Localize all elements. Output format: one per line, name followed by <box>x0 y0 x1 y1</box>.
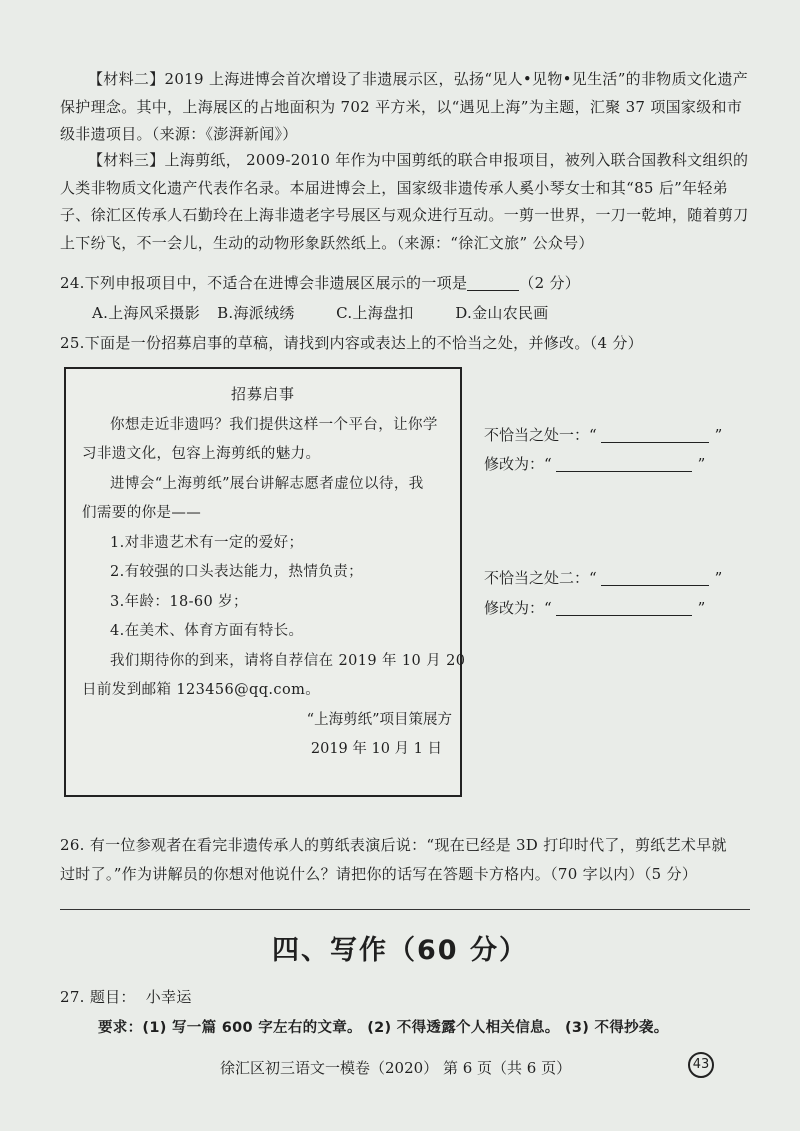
recruitment-notice <box>64 367 466 797</box>
section-divider <box>60 909 750 910</box>
notice-item: 3.年龄：18-60 岁； <box>110 594 248 610</box>
notice-item: 4.在美术、体育方面有特长。 <box>110 623 304 639</box>
notice-text: 进博会“上海剪纸”展台讲解志愿者虚位以待，我 <box>110 476 424 492</box>
page-footer: 徐汇区初三语文一模卷（2020） 第 6 页（共 6 页） <box>220 1059 572 1077</box>
close-quote: ” <box>697 599 706 617</box>
page-number-badge: 43 <box>688 1052 714 1078</box>
section-title: 四、写作（60 分） <box>272 935 528 966</box>
essay-requirements: 要求：(1) 写一篇 600 字左右的文章。 (2) 不得透露个人相关信息。 (3) 不得抄袭。 <box>98 1020 669 1036</box>
wrong-point-2-blank[interactable] <box>601 569 709 586</box>
wrong-point-1-label: 不恰当之处一：“ <box>484 426 597 444</box>
question-24-score: （2 分） <box>519 274 581 292</box>
fix-1-label: 修改为：“ <box>484 455 552 473</box>
notice-item: 2.有较强的口头表达能力，热情负责； <box>110 564 364 580</box>
answer-blank[interactable] <box>467 274 519 291</box>
option-c[interactable]: C.上海盘扣 <box>336 304 414 322</box>
question-27 <box>60 986 192 1007</box>
fix-1 <box>484 453 705 474</box>
material-3-paragraph: 【材料三】上海剪纸， 2009-2010 年作为中国剪纸的联合申报项目，被列入联合国教科文组织的人类非物质文化遗产代表作名录。本届进博会上，国家级非遗传承人奚小琴女士和其“85 后”年轻弟子、徐汇区传承人石勤玲在上海非遗老字号展区与观众进行互动。一剪一世界，一刀一乾坤，随着剪刀上下纷飞，不一会儿，生动的动物形象跃然纸上。（来源：“徐汇文旅” 公众号） <box>60 151 749 252</box>
notice-item: 1.对非遗艺术有一定的爱好； <box>110 535 304 551</box>
fix-2 <box>484 597 705 618</box>
wrong-point-1 <box>484 424 722 445</box>
question-24-stem: 24.下列申报项目中，不适合在进博会非遗展区展示的一项是 <box>60 274 468 292</box>
fix-2-label: 修改为：“ <box>484 599 552 617</box>
notice-text: 你想走近非遗吗？我们提供这样一个平台，让你学 <box>110 417 438 433</box>
notice-title: 招募启事 <box>230 385 295 403</box>
option-b[interactable]: B.海派绒绣 <box>217 304 295 322</box>
notice-signer: “上海剪纸”项目策展方 <box>306 712 452 728</box>
essay-topic: 小幸运 <box>145 988 192 1006</box>
notice-text: 习非遗文化，包容上海剪纸的魅力。 <box>82 446 321 462</box>
notice-text: 日前发到邮箱 123456@qq.com。 <box>82 682 321 698</box>
fix-1-blank[interactable] <box>556 455 692 472</box>
question-27-label: 27. 题目： <box>60 988 136 1006</box>
option-a[interactable]: A.上海风采摄影 <box>92 304 201 322</box>
close-quote: ” <box>714 426 723 444</box>
fix-2-blank[interactable] <box>556 599 692 616</box>
wrong-point-2 <box>484 567 722 588</box>
option-d[interactable]: D.金山农民画 <box>455 304 549 322</box>
material-2-paragraph: 【材料二】2019 上海进博会首次增设了非遗展示区，弘扬“见人•见物•见生活”的非物质文化遗产保护理念。其中，上海展区的占地面积为 702 平方米，以“遇见上海”为主题，汇聚 37 项国家级和市级非遗项目。（来源：《澎湃新闻》） <box>60 70 749 143</box>
wrong-point-1-blank[interactable] <box>601 426 709 443</box>
notice-text: 们需要的你是—— <box>82 505 202 521</box>
close-quote: ” <box>714 569 723 587</box>
question-26-line-2: 过时了。”作为讲解员的你想对他说什么？请把你的话写在答题卡方格内。（70 字以内）（5 分） <box>60 865 698 883</box>
question-25-stem: 25.下面是一份招募启事的草稿，请找到内容或表达上的不恰当之处，并修改。（4 分） <box>60 334 643 352</box>
question-24-options <box>92 302 549 323</box>
wrong-point-2-label: 不恰当之处二：“ <box>484 569 597 587</box>
notice-text: 我们期待你的到来，请将自荐信在 2019 年 10 月 20 <box>110 653 466 669</box>
question-24 <box>60 272 580 293</box>
close-quote: ” <box>697 455 706 473</box>
notice-date: 2019 年 10 月 1 日 <box>310 741 442 757</box>
question-26-line-1: 26. 有一位参观者在看完非遗传承人的剪纸表演后说：“现在已经是 3D 打印时代了，剪纸艺术早就 <box>60 836 727 854</box>
